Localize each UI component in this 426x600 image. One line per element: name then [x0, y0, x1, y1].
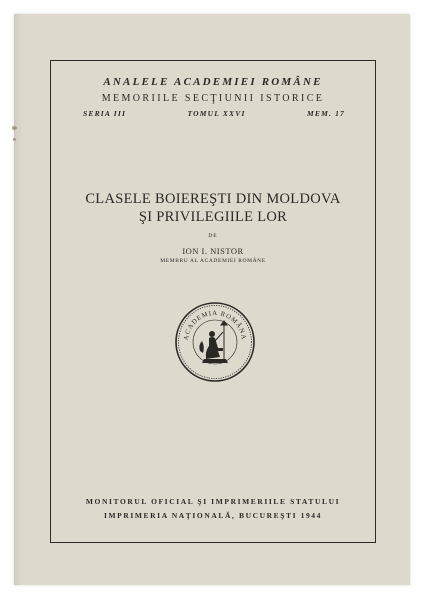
publisher-line-1: MONITORUL OFICIAL ŞI IMPRIMERIILE STATULUI	[85, 497, 341, 506]
academy-seal-icon	[174, 301, 256, 383]
paper-stain	[13, 138, 16, 141]
book-title-line-2: ŞI PRIVILEGIILE LOR	[138, 209, 288, 225]
memoir-number: MEM. 17	[307, 109, 345, 118]
paper-stain	[12, 126, 17, 130]
series-details	[83, 109, 345, 118]
book-cover	[14, 14, 410, 585]
series-number: SERIA III	[83, 109, 127, 118]
author-role: MEMBRU AL ACADEMIEI ROMÂNE	[160, 258, 266, 264]
author-name: ION I. NISTOR	[182, 246, 244, 256]
volume-number: TOMUL XXVI	[187, 109, 246, 118]
section-title: MEMORIILE SECŢIUNII ISTORICE	[101, 93, 325, 104]
svg-text:ACADEMIA ROMÂNA: ACADEMIA ROMÂNA	[182, 309, 248, 341]
series-title: ANALELE ACADEMIEI ROMÂNE	[103, 76, 323, 88]
border-frame	[50, 60, 376, 543]
by-word: DE	[208, 233, 218, 239]
publisher-line-2: IMPRIMERIA NAŢIONALĂ, BUCUREŞTI 1944	[103, 511, 323, 520]
book-title-line-1: CLASELE BOIEREŞTI DIN MOLDOVA	[85, 191, 341, 207]
